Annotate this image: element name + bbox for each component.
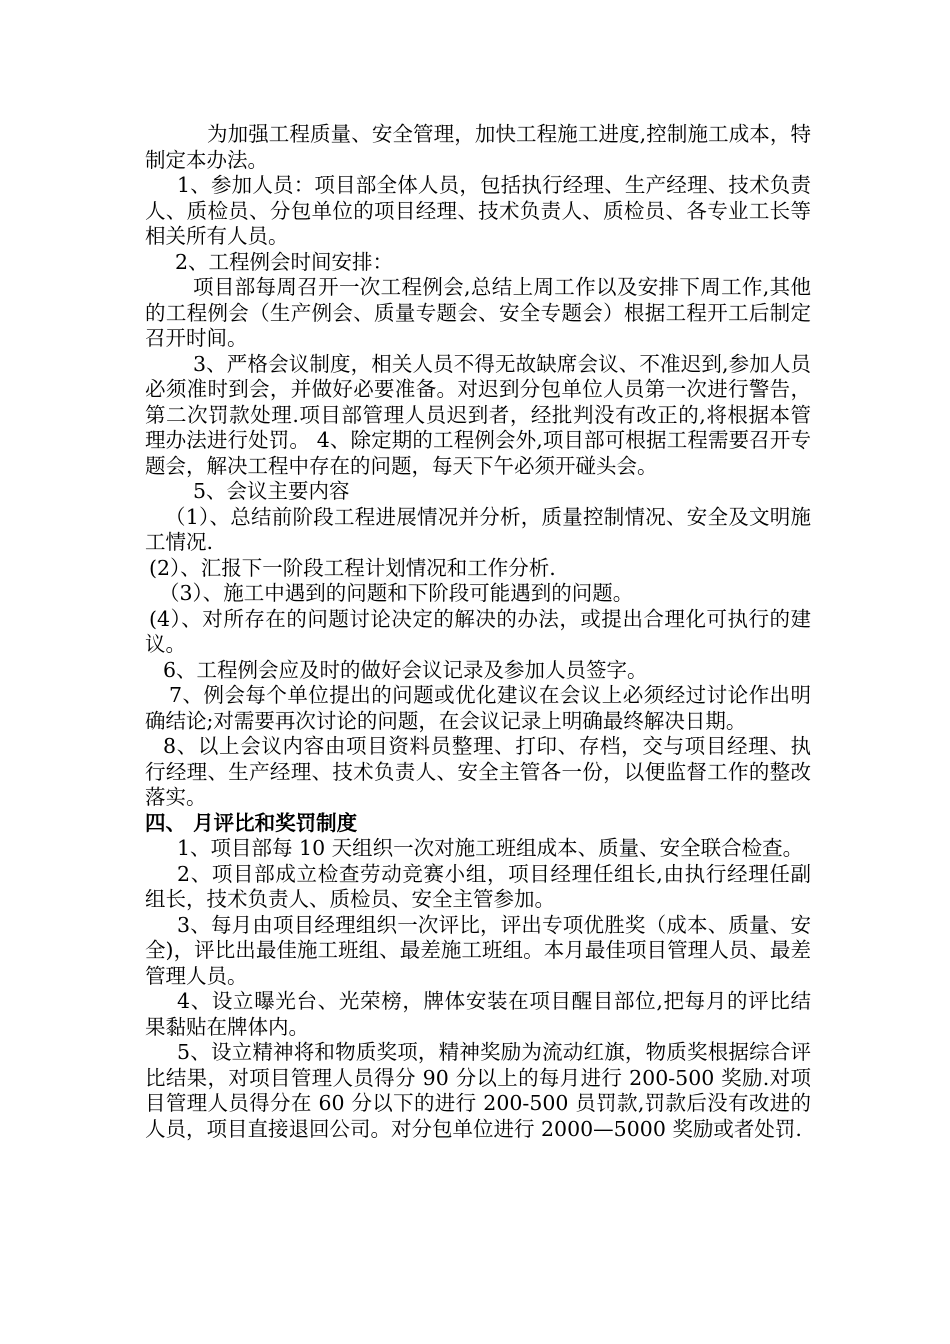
paragraph-rule-5: 5、设立精神将和物质奖项，精神奖励为流动红旗，物质奖根据综合评比结果，对项目管理人员得分 90 分以上的每月进行 200-500 奖励.对项目管理人员得分在 60 分以下的进行 200-500 员罚款,罚款后没有改进的人员，项目直接退回公司。对分包单位进行 2000—5000 奖励或者处罚.	[145, 1040, 811, 1141]
paragraph-rule-1: 1、项目部每 10 天组织一次对施工班组成本、质量、安全联合检查。	[177, 836, 804, 860]
paragraph-rule-2: 2、项目部成立检查劳动竞赛小组，项目经理任组长,由执行经理任副组长，技术负责人、质检员、安全主管参加。	[145, 861, 811, 911]
paragraph-content-2: (2）、汇报下一阶段工程计划情况和工作分析.	[149, 555, 556, 580]
section-heading: 四、 月评比和奖罚制度	[145, 810, 358, 835]
paragraph-item-5-content: 5、会议主要内容	[193, 479, 350, 503]
paragraph-content-4: (4）、对所存在的问题讨论决定的解决的办法，或提出合理化可执行的建议。	[145, 606, 811, 656]
paragraph-weekly-meeting: 项目部每周召开一次工程例会,总结上周工作以及安排下周工作,其他的工程例会（生产例会、质量专题会、安全专题会）根据工程开工后制定召开时间。	[145, 275, 811, 350]
paragraph-content-1: （1）、总结前阶段工程进展情况并分析，质量控制情况、安全及文明施工情况.	[145, 504, 811, 554]
paragraph-rule-3: 3、每月由项目经理组织一次评比，评出专项优胜奖（成本、质量、安全)，评比出最佳施工班组、最差施工班组。本月最佳项目管理人员、最差管理人员。	[145, 912, 811, 988]
paragraph-item-3-discipline: 3、严格会议制度，相关人员不得无故缺席会议、不准迟到,参加人员必须准时到会，并做好必要准备。对迟到分包单位人员第一次进行警告，第二次罚款处理.项目部管理人员迟到者，经批判没有改正的,将根据本管理办法进行处罚。 4、除定期的工程例会外,项目部可根据工程需要召开专题会，解决工程中存在的问题，每天下午必须开碰头会。	[145, 351, 811, 478]
paragraph-rule-4: 4、设立曝光台、光荣榜，牌体安装在项目醒目部位,把每月的评比结果黏贴在牌体内。	[145, 989, 811, 1039]
paragraph-item-1-attendees: 1、参加人员：项目部全体人员，包括执行经理、生产经理、技术负责人、质检员、分包单位的项目经理、技术负责人、质检员、各专业工长等相关所有人员。	[145, 173, 811, 248]
paragraph-item-6-minutes: 6、工程例会应及时的做好会议记录及参加人员签字。	[163, 657, 648, 682]
paragraph-item-2-schedule: 2、工程例会时间安排：	[175, 249, 394, 274]
paragraph-content-3: （3）、施工中遇到的问题和下阶段可能遇到的问题。	[159, 581, 634, 605]
document-page	[145, 122, 811, 1142]
paragraph-intro: 为加强工程质量、安全管理，加快工程施工进度,控制施工成本，特制定本办法。	[145, 122, 811, 172]
paragraph-item-8-archive: 8、以上会议内容由项目资料员整理、打印、存档，交与项目经理、执行经理、生产经理、技术负责人、安全主管各一份，以便监督工作的整改落实。	[145, 734, 811, 809]
paragraph-item-7-conclusions: 7、例会每个单位提出的问题或优化建议在会议上必须经过讨论作出明确结论;对需要再次讨论的问题，在会议记录上明确最终解决日期。	[145, 683, 811, 733]
